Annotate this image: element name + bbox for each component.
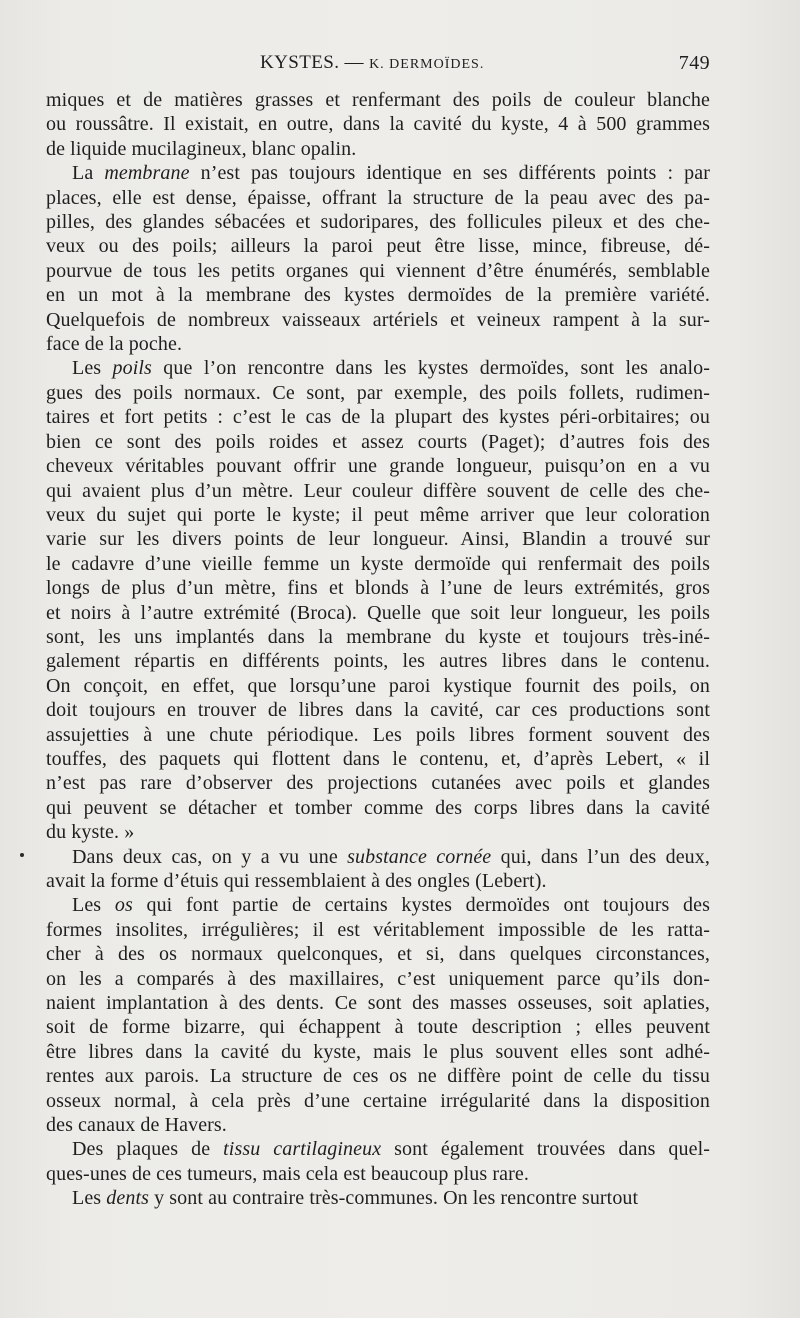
- paragraph: [46, 893, 710, 1137]
- paragraph: [46, 845, 710, 894]
- running-head: [46, 52, 710, 76]
- text-line: soit de forme bizarre, qui échappent à toute description ; elles peuvent: [46, 1016, 710, 1039]
- text-line: osseux normal, à cela près d’une certaine irrégularité dans la disposition: [46, 1089, 710, 1112]
- text-line: n’est pas rare d’observer des projections cutanées avec poils et glandes: [46, 772, 710, 795]
- text-line: longs de plus d’un mètre, fins et blonds à l’une de leurs extrémités, gros: [46, 577, 710, 600]
- text-line: des canaux de Havers.: [46, 1114, 227, 1137]
- italic-term: poils: [112, 357, 152, 380]
- text-line: le cadavre d’une vieille femme un kyste dermoïde qui renfermait des poils: [46, 552, 710, 575]
- text-line: Quelquefois de nombreux vaisseaux artériels et veineux rampent à la sur-: [46, 308, 710, 331]
- text-line: pilles, des glandes sébacées et sudoripares, des follicules pileux et des che-: [46, 211, 710, 234]
- text-line: gues des poils normaux. Ce sont, par exemple, des poils follets, rudimen-: [46, 381, 710, 404]
- text-line: face de la poche.: [46, 333, 183, 356]
- print-speck: [20, 853, 24, 857]
- text-line: assujetties à une chute périodique. Les poils libres forment souvent des: [46, 723, 710, 746]
- italic-term: dents: [106, 1187, 149, 1210]
- text-line: taires et fort petits : c’est le cas de la plupart des kystes péri-orbitaires; ou: [46, 406, 710, 429]
- text-line: du kyste. »: [46, 821, 135, 844]
- text-line: Les poils que l’on rencontre dans les kystes dermoïdes, sont les analo-: [72, 357, 710, 380]
- text-line: pourvue de tous les petits organes qui viennent d’être énumérés, semblable: [46, 259, 710, 282]
- body-text: [46, 88, 710, 1211]
- text-line: qui avaient plus d’un mètre. Leur couleur diffère souvent de celle des che-: [46, 479, 710, 502]
- text-line: être libres dans la cavité du kyste, mais le plus souvent elles sont adhé-: [46, 1040, 710, 1063]
- text-line: touffes, des paquets qui flottent dans le contenu, et, d’après Lebert, « il: [46, 747, 710, 770]
- text-line: veux ou des poils; ailleurs la paroi peut être lisse, mince, fibreuse, dé-: [46, 235, 710, 258]
- text-line: On conçoit, en effet, que lorsqu’une paroi kystique fournit des poils, on: [46, 674, 710, 697]
- paragraph: [46, 1186, 710, 1210]
- paragraph: [46, 1137, 710, 1186]
- text-line: rentes aux parois. La structure de ces os ne diffère point de celle du tissu: [46, 1065, 710, 1088]
- page-number: 749: [678, 52, 710, 74]
- paragraph: [46, 88, 710, 161]
- text-line: ques-unes de ces tumeurs, mais cela est beaucoup plus rare.: [46, 1162, 529, 1185]
- text-line: La membrane n’est pas toujours identique en ses différents points : par: [72, 162, 710, 185]
- italic-term: membrane: [104, 162, 190, 185]
- text-line: varie sur les divers points de leur longueur. Ainsi, Blandin a trouvé sur: [46, 528, 710, 551]
- text-line: ou roussâtre. Il existait, en outre, dans la cavité du kyste, 4 à 500 grammes: [46, 113, 710, 136]
- italic-term: substance cornée: [347, 845, 492, 868]
- text-line: et noirs à l’autre extrémité (Broca). Quelle que soit leur longueur, les poils: [46, 601, 710, 624]
- text-line: galement répartis en différents points, les autres libres dans le contenu.: [46, 650, 710, 673]
- text-line: cheveux véritables pouvant offrir une grande longueur, puisqu’on en a vu: [46, 455, 710, 478]
- text-line: en un mot à la membrane des kystes dermoïdes de la première variété.: [46, 284, 710, 307]
- italic-term: os: [114, 894, 133, 917]
- running-title-main: KYSTES.: [260, 52, 340, 73]
- text-line: doit toujours en trouver de libres dans la cavité, car ces productions sont: [46, 699, 710, 722]
- text-line: formes insolites, irrégulières; il est véritablement impossible de les ratta-: [46, 918, 710, 941]
- running-title-sub: K. DERMOÏDES.: [369, 57, 485, 72]
- text-line: veux du sujet qui porte le kyste; il peut même arriver que leur coloration: [46, 503, 710, 526]
- text-line: Les dents y sont au contraire très-communes. On les rencontre surtout: [72, 1187, 639, 1210]
- running-title-dash: —: [344, 52, 364, 73]
- text-line: qui peuvent se détacher et tomber comme des corps libres dans la cavité: [46, 796, 710, 819]
- running-title: [260, 52, 484, 74]
- paragraph: [46, 356, 710, 844]
- text-line: Dans deux cas, on y a vu une substance cornée qui, dans l’un des deux,: [72, 845, 710, 868]
- text-line: miques et de matières grasses et renfermant des poils de couleur blanche: [46, 89, 710, 111]
- text-line: Des plaques de tissu cartilagineux sont également trouvées dans quel-: [72, 1138, 710, 1161]
- text-line: de liquide mucilagineux, blanc opalin.: [46, 137, 357, 160]
- text-line: avait la forme d’étuis qui ressemblaient à des ongles (Lebert).: [46, 870, 547, 892]
- text-line: bien ce sont des poils roides et assez courts (Paget); d’autres fois des: [46, 430, 710, 453]
- italic-term: tissu cartilagineux: [223, 1138, 382, 1161]
- text-line: sont, les uns implantés dans la membrane du kyste et toujours très-iné-: [46, 625, 710, 648]
- text-line: Les os qui font partie de certains kystes dermoïdes ont toujours des: [72, 894, 711, 917]
- text-line: cher à des os normaux quelconques, et si, dans quelques circonstances,: [46, 943, 710, 966]
- paragraph: [46, 161, 710, 356]
- text-line: on les a comparés à des maxillaires, c’est uniquement parce qu’ils don-: [46, 967, 710, 990]
- text-line: naient implantation à des dents. Ce sont des masses osseuses, soit aplaties,: [46, 992, 710, 1015]
- text-line: places, elle est dense, épaisse, offrant la structure de la peau avec des pa-: [46, 186, 710, 209]
